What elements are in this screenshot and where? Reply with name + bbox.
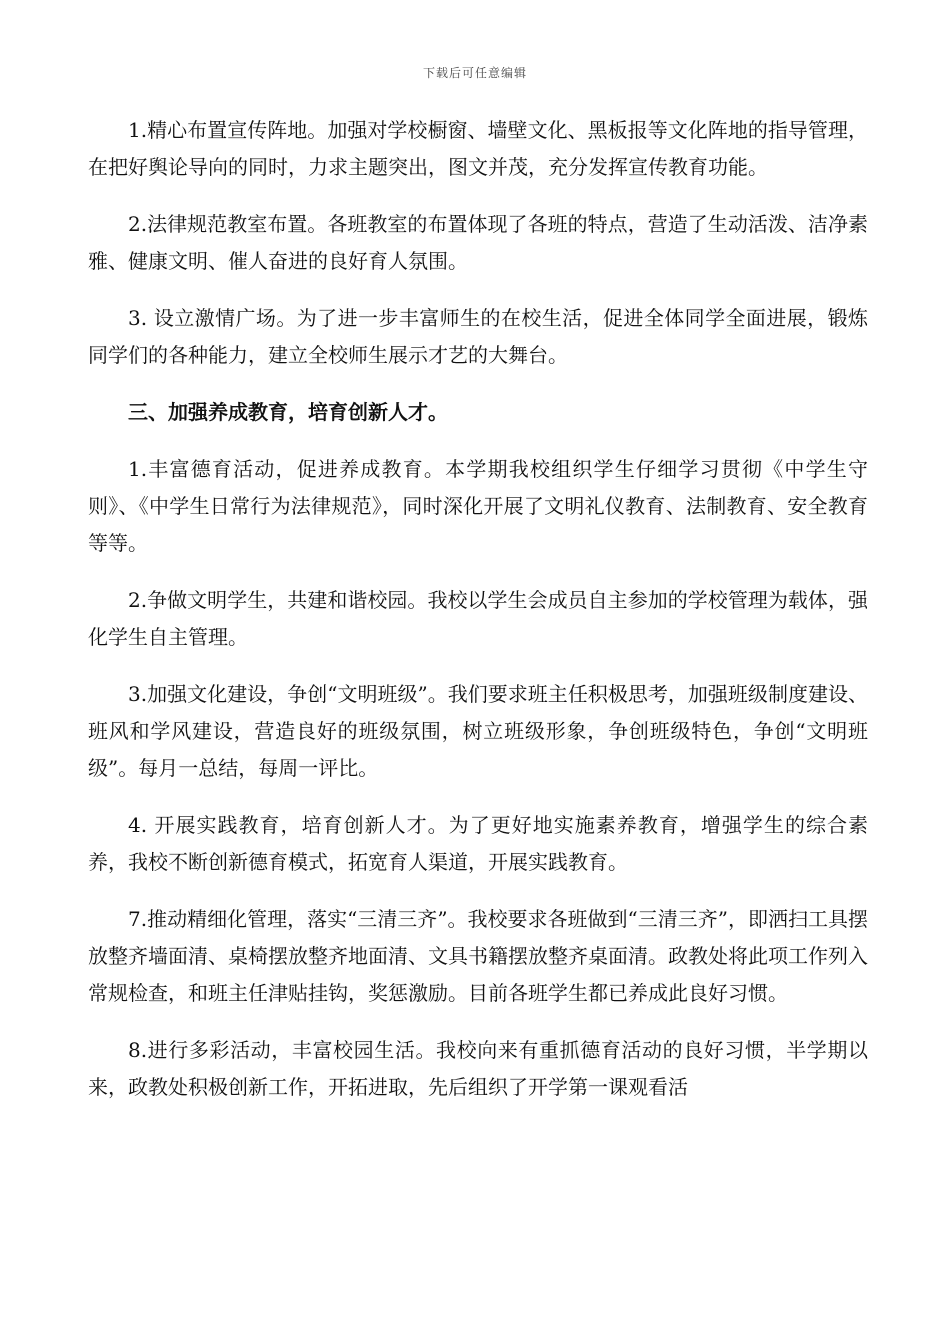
paragraph-passion-square: 3. 设立激情广场。为了进一步丰富师生的在校生活，促进全体同学全面进展，锻炼同学们的各种能力，建立全校师生展示才艺的大舞台。 — [88, 306, 868, 367]
paragraph-publicity-positions: 1.精心布置宣传阵地。加强对学校橱窗、墙壁文化、黑板报等文化阵地的指导管理，在把好舆论导向的同时，力求主题突出，图文并茂，充分发挥宣传教育功能。 — [88, 118, 868, 179]
paragraph-practice-education: 4. 开展实践教育，培育创新人才。为了更好地实施素养教育，增强学生的综合素养，我校不断创新德育模式，拓宽育人渠道，开展实践教育。 — [88, 813, 868, 874]
section-heading-three: 三、加强养成教育，培育创新人才。 — [128, 400, 448, 424]
paragraph-culture-building: 3.加强文化建设，争创“文明班级”。我们要求班主任积极思考，加强班级制度建设、班风和学风建设，营造良好的班级氛围，树立班级形象，争创班级特色，争创“文明班级”。每月一总结，每周一评比。 — [88, 682, 868, 780]
page-header: 下载后可任意编辑 — [422, 66, 527, 80]
paragraph-classroom-layout: 2.法律规范教室布置。各班教室的布置体现了各班的特点，营造了生动活泼、洁净素雅、健康文明、催人奋进的良好育人氛围。 — [88, 212, 868, 273]
paragraph-campus-activities: 8.进行多彩活动，丰富校园生活。我校向来有重抓德育活动的良好习惯，半学期以来，政教处积极创新工作，开拓进取，先后组织了开学第一课观看活 — [88, 1038, 868, 1099]
paragraph-moral-activities: 1.丰富德育活动，促进养成教育。本学期我校组织学生仔细学习贯彻《中学生守则》、《中学生日常行为法律规范》，同时深化开展了文明礼仪教育、法制教育、安全教育等等。 — [88, 457, 868, 555]
paragraph-fine-management: 7.推动精细化管理，落实“三清三齐”。我校要求各班做到“三清三齐”，即洒扫工具摆放整齐墙面清、桌椅摆放整齐地面清、文具书籍摆放整齐桌面清。政教处将此项工作列入常规检查，和班主任津贴挂钩，奖惩激励。目前各班学生都已养成此良好习惯。 — [88, 907, 868, 1005]
document-body — [88, 112, 868, 1126]
paragraph-civilized-students: 2.争做文明学生，共建和谐校园。我校以学生会成员自主参加的学校管理为载体，强化学生自主管理。 — [88, 588, 868, 649]
